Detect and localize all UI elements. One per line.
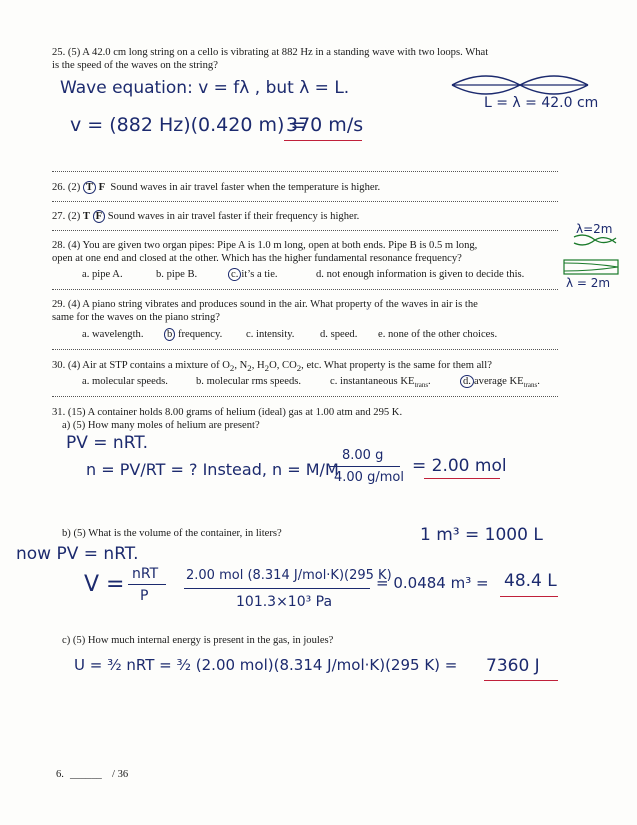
q31-c-answer-underline xyxy=(484,680,558,681)
q30-text-e: , etc. What property is the same for them all? xyxy=(301,360,492,371)
q29-line2: same for the waves on the piano string? xyxy=(52,312,220,323)
q30-sub: 2 xyxy=(264,363,270,374)
q31-b-result: = 0.0484 m³ = xyxy=(376,574,489,592)
q26-number: 26. (2) xyxy=(52,182,81,193)
q30-option-d-circle: d. xyxy=(460,375,474,388)
q30-sub: 2 xyxy=(229,363,235,374)
q28-handwriting-bottom: λ = 2m xyxy=(566,276,611,290)
q29-option-b-circle: b xyxy=(164,328,175,341)
q28-option-d[interactable]: d. not enough information is given to decide this. xyxy=(316,269,525,280)
q25-handwriting-length: L = λ = 42.0 cm xyxy=(484,95,599,111)
fraction-bar xyxy=(128,584,166,585)
q29-option-a[interactable]: a. wavelength. xyxy=(82,329,144,340)
q26-true-circled[interactable]: T xyxy=(83,181,96,194)
q28-line2: open at one end and closed at the other. Which has the higher fundamental resonance frequency? xyxy=(52,253,462,264)
separator xyxy=(52,289,558,290)
q31-a-handwriting-law: PV = nRT. xyxy=(66,433,149,453)
q26-false[interactable]: F xyxy=(98,182,106,193)
q28-option-b[interactable]: b. pipe B. xyxy=(156,269,198,280)
q31-b-conversion: 1 m³ = 1000 L xyxy=(420,525,543,545)
pipe-a-sketch xyxy=(572,234,618,246)
q30-sub: 2 xyxy=(296,363,302,374)
q30-option-c[interactable]: c. instantaneous $KE_{trans}$. xyxy=(330,376,431,390)
separator xyxy=(52,171,558,172)
separator xyxy=(52,396,558,397)
q29-option-d[interactable]: d. speed. xyxy=(320,329,358,340)
q31-c-question: c) (5) How much internal energy is present in the gas, in joules? xyxy=(62,635,334,646)
q29-option-e[interactable]: e. none of the other choices. xyxy=(378,329,498,340)
q30-option-c-text: c. instantaneous KE xyxy=(330,376,415,387)
q28-option-a[interactable]: a. pipe A. xyxy=(82,269,123,280)
q29-option-c[interactable]: c. intensity. xyxy=(246,329,295,340)
q30-option-c-sub: trans xyxy=(414,381,429,390)
q31-b-denominator: 101.3×10³ Pa xyxy=(236,594,333,610)
q29-option-b[interactable] xyxy=(164,328,222,341)
q25-answer: 370 m/s xyxy=(286,114,364,136)
q26 xyxy=(52,181,380,194)
q28-line1: 28. (4) You are given two organ pipes: Pipe A is 1.0 m long, open at both ends. Pipe B is 0.5 m long, xyxy=(52,240,478,251)
q28-handwriting-top: λ=2m xyxy=(576,222,613,236)
q27-true[interactable]: T xyxy=(82,211,90,222)
q31-a-answer: = 2.00 mol xyxy=(412,456,507,476)
q30-text-d: O, CO xyxy=(269,360,297,371)
q31-b-numerator: 2.00 mol (8.314 J/mol·K)(295 K) xyxy=(186,568,392,583)
score-total: / 36 xyxy=(112,769,129,780)
score-blank[interactable]: ______ xyxy=(70,769,102,780)
pipe-b-sketch xyxy=(562,258,622,278)
fraction-bar xyxy=(330,466,400,467)
q31-c-handwriting: U = ³⁄₂ nRT = ³⁄₂ (2.00 mol)(8.314 J/mol·K)(295 K) = xyxy=(74,656,458,674)
q25-line1: 25. (5) A 42.0 cm long string on a cello is vibrating at 882 Hz in a standing wave with two loops. What xyxy=(52,47,489,58)
fraction-nrt: nRT xyxy=(132,566,159,582)
q30-text-a: 30. (4) Air at STP contains a mixture of O xyxy=(52,360,230,371)
q25-handwriting-equation: Wave equation: v = fλ , but λ = L. xyxy=(60,78,350,98)
q30-option-d-text: average KE xyxy=(473,376,524,387)
page-number: 6. xyxy=(56,769,64,780)
q30-option-d-sub: trans xyxy=(523,381,538,390)
q29-line1: 29. (4) A piano string vibrates and produces sound in the air. What property of the waves in air is the xyxy=(52,299,478,310)
separator xyxy=(52,201,558,202)
q26-text: Sound waves in air travel faster when the temperature is higher. xyxy=(110,182,381,193)
separator xyxy=(52,349,558,350)
q25-answer-underline xyxy=(284,140,362,141)
q27-number: 27. (2) xyxy=(52,211,81,222)
q31-a-question: a) (5) How many moles of helium are present? xyxy=(62,420,260,431)
q30-line1 xyxy=(52,359,492,375)
separator xyxy=(52,230,558,231)
q31-a-molar-mass: 4.00 g/mol xyxy=(334,470,404,485)
q30-option-d[interactable]: d. average $KE_{trans}$. xyxy=(460,375,540,392)
q31-a-answer-underline xyxy=(424,478,500,479)
q27-text: Sound waves in air travel faster if their frequency is higher. xyxy=(107,211,360,222)
q27 xyxy=(52,210,359,223)
q28-option-c-circle: c. xyxy=(228,268,241,281)
q31-b-question: b) (5) What is the volume of the container, in liters? xyxy=(62,528,282,539)
q25-handwriting-calc: v = (882 Hz)(0.420 m) = xyxy=(70,114,307,136)
q30-option-a[interactable]: a. molecular speeds. xyxy=(82,376,168,387)
q31-c-answer: 7360 J xyxy=(486,656,540,676)
q31-b-handwriting-law: now PV = nRT. xyxy=(16,544,139,564)
q25-line2: is the speed of the waves on the string? xyxy=(52,60,218,71)
q31-a-mass: 8.00 g xyxy=(342,448,384,463)
q28-option-c[interactable] xyxy=(228,268,278,281)
fraction-bar xyxy=(184,588,370,589)
q30-option-b[interactable]: b. molecular rms speeds. xyxy=(196,376,302,387)
q29-option-b-text: frequency. xyxy=(177,329,223,340)
q31-line1: 31. (15) A container holds 8.00 grams of helium (ideal) gas at 1.00 atm and 295 K. xyxy=(52,407,403,418)
q31-a-handwriting-moles: n = PV/RT = ? Instead, n = M/M xyxy=(86,460,339,479)
q31-b-answer: 48.4 L xyxy=(504,571,557,591)
fraction-p: P xyxy=(140,588,149,604)
q27-false-circled[interactable]: F xyxy=(93,210,105,223)
q30-sub: 2 xyxy=(247,363,252,374)
q28-option-c-text: it’s a tie. xyxy=(241,269,278,280)
q31-b-answer-underline xyxy=(500,596,558,597)
v-symbol: V = xyxy=(84,572,125,597)
q30-text-c: , H xyxy=(251,360,265,371)
q30-text-b: , N xyxy=(234,360,248,371)
